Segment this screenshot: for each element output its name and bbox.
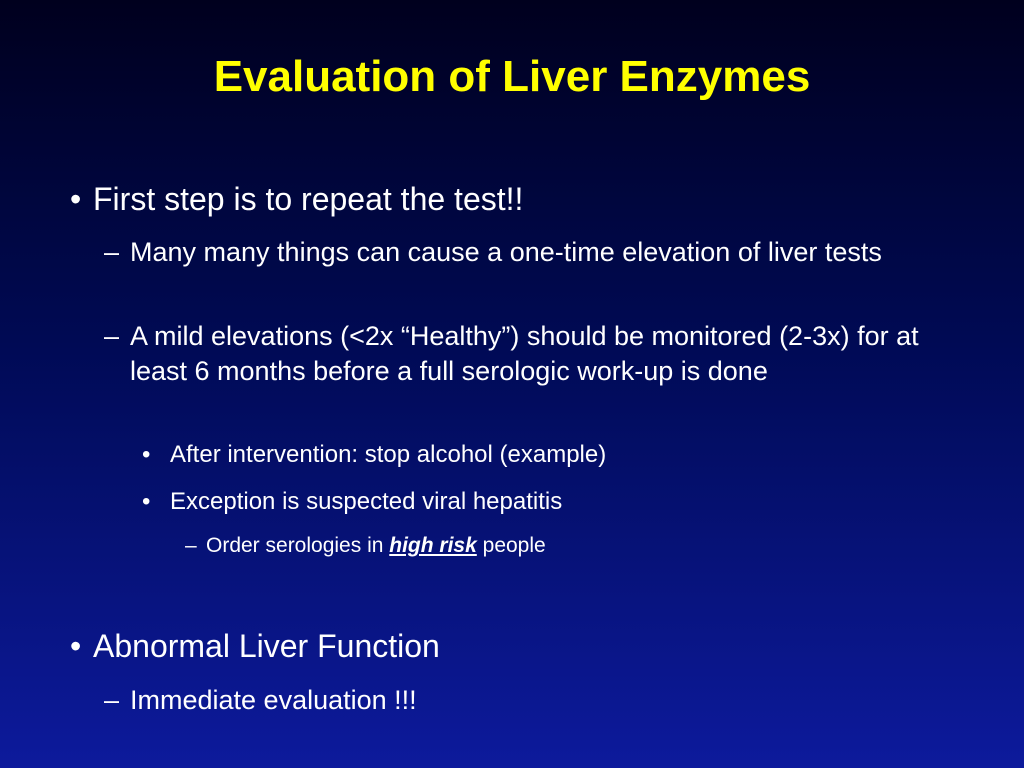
bullet-text-abnormal: Abnormal Liver Function — [93, 628, 440, 664]
level4-bullet-text-order-serologies — [206, 532, 966, 560]
bullet-marker: • — [70, 628, 82, 664]
bullet-marker: • — [142, 488, 151, 515]
bullet-first-step — [70, 180, 953, 218]
sub-bullet-text-immediate: Immediate evaluation !!! — [130, 685, 417, 715]
dash-marker: – — [104, 321, 120, 351]
dash-marker: – — [104, 685, 120, 715]
bullet-abnormal-liver-function — [70, 627, 953, 665]
sub-bullet-many-things — [104, 235, 970, 270]
dash-marker: – — [185, 534, 197, 557]
dash-marker: – — [104, 237, 120, 267]
slide-title: Evaluation of Liver Enzymes — [213, 52, 811, 101]
level4-bullet-order-serologies — [185, 532, 966, 560]
sub-bullet-text-mild-elevations: A mild elevations (<2x “Healthy”) should be monitored (2-3x) for at least 6 months before a full serologic work-up is done — [130, 321, 919, 386]
order-suffix: people — [482, 534, 546, 557]
sub-sub-bullet-exception — [142, 487, 970, 517]
sub-sub-bullet-text-exception: Exception is suspected viral hepatitis — [170, 488, 563, 515]
bullet-marker: • — [70, 181, 82, 217]
bullet-text-first-step: First step is to repeat the test!! — [93, 181, 524, 217]
bullet-marker: • — [142, 441, 151, 468]
high-risk-emphasis: high risk — [389, 534, 477, 557]
sub-bullet-text-many-things: Many many things can cause a one-time elevation of liver tests — [130, 237, 882, 267]
sub-sub-bullet-text-after-intervention: After intervention: stop alcohol (example) — [170, 441, 607, 468]
sub-sub-bullet-after-intervention — [142, 440, 970, 470]
sub-bullet-immediate-evaluation — [104, 683, 970, 718]
order-prefix: Order serologies in — [206, 534, 384, 557]
sub-bullet-mild-elevations — [104, 319, 970, 389]
